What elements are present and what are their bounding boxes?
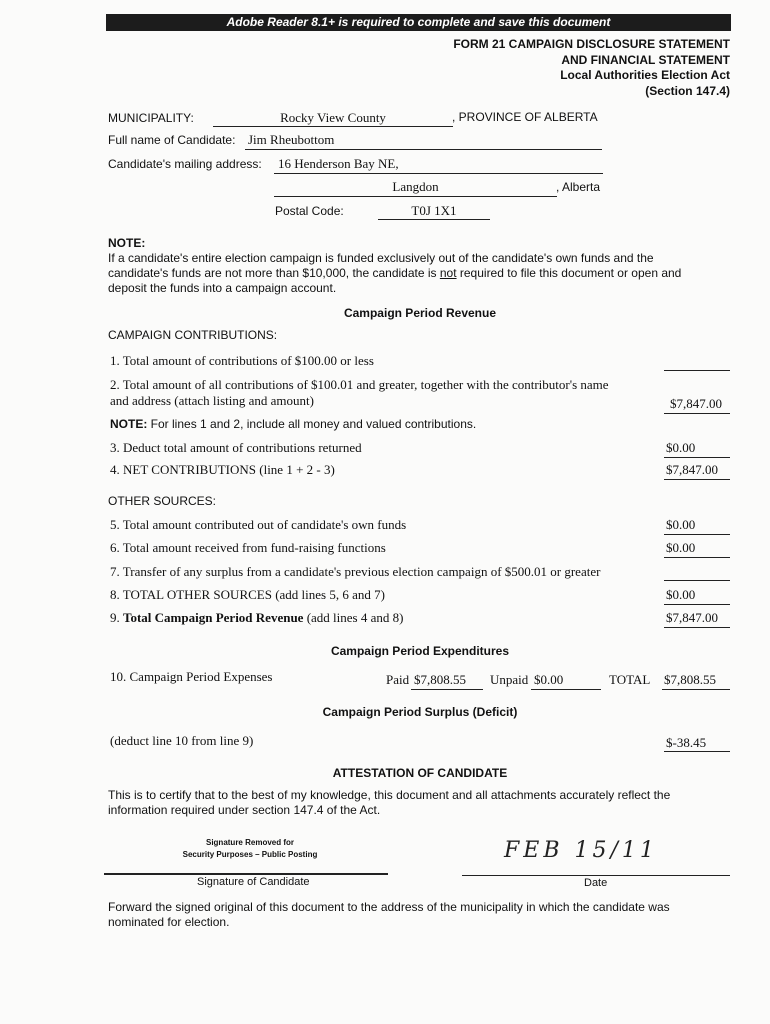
paid-value[interactable]: $7,808.55 (414, 672, 466, 687)
line-4-value[interactable]: $7,847.00 (666, 462, 718, 477)
line-4-underline (664, 479, 730, 480)
line-7-label: 7. Transfer of any surplus from a candidate's previous election campaign of $500.01 or greater (110, 564, 601, 579)
candidate-name-label: Full name of Candidate: (108, 133, 236, 147)
surplus-underline (664, 751, 730, 752)
unpaid-label: Unpaid (490, 672, 529, 687)
contributions-label: CAMPAIGN CONTRIBUTIONS: (108, 328, 278, 342)
note-line-3: deposit the funds into a campaign account. (108, 281, 337, 295)
postal-code-underline (378, 219, 490, 220)
lines-note: NOTE: For lines 1 and 2, include all money and valued contributions. (110, 417, 477, 431)
date-line (462, 875, 730, 876)
total-underline (662, 689, 730, 690)
address-value[interactable]: 16 Henderson Bay NE, (278, 156, 399, 171)
signature-removed-notice: Signature Removed for Security Purposes – Public Posting (182, 838, 318, 859)
line-1-label: 1. Total amount of contributions of $100.00 or less (110, 353, 374, 368)
line-1-underline (664, 370, 730, 371)
postal-code-label: Postal Code: (275, 204, 344, 218)
candidate-name-underline (245, 149, 602, 150)
handwritten-date[interactable]: FEB 15/11 (504, 838, 658, 863)
signature-line (104, 873, 388, 875)
line-2-underline (664, 413, 730, 414)
line-7-underline (664, 580, 730, 581)
line-8-label: 8. TOTAL OTHER SOURCES (add lines 5, 6 and 7) (110, 587, 385, 602)
line-9-label: 9. Total Campaign Period Revenue (add lines 4 and 8) (110, 610, 404, 625)
note-title: NOTE: (108, 236, 146, 250)
line-10-label: 10. Campaign Period Expenses (110, 669, 273, 684)
line-3-value[interactable]: $0.00 (666, 440, 696, 455)
line-9-underline (664, 627, 730, 628)
surplus-heading: Campaign Period Surplus (Deficit) (322, 705, 518, 719)
expenditures-heading: Campaign Period Expenditures (330, 644, 510, 658)
paid-underline (411, 689, 483, 690)
postal-code-value[interactable]: T0J 1X1 (411, 203, 457, 218)
line-6-value[interactable]: $0.00 (666, 540, 696, 555)
line-9-value[interactable]: $7,847.00 (666, 610, 718, 625)
line-8-value[interactable]: $0.00 (666, 587, 696, 602)
line-5-label: 5. Total amount contributed out of candidate's own funds (110, 517, 407, 532)
revenue-heading: Campaign Period Revenue (343, 306, 497, 320)
unpaid-value[interactable]: $0.00 (534, 672, 564, 687)
signature-label: Signature of Candidate (197, 876, 310, 888)
form-subtitle: AND FINANCIAL STATEMENT (561, 52, 730, 67)
city-underline (274, 196, 557, 197)
note-line-1: If a candidate's entire election campaign is funded exclusively out of the candidate's own funds and the (108, 251, 654, 265)
line-6-underline (664, 557, 730, 558)
city-value[interactable]: Langdon (392, 179, 439, 194)
form-act: Local Authorities Election Act (560, 68, 730, 82)
line-2-value[interactable]: $7,847.00 (670, 396, 722, 411)
total-label: TOTAL (609, 672, 651, 687)
municipality-label: MUNICIPALITY: (108, 111, 194, 125)
attestation-text: This is to certify that to the best of my knowledge, this document and all attachments accurately reflect the information required under section 147.4 of the Act. (108, 788, 671, 817)
form-header (453, 37, 730, 99)
line-5-value[interactable]: $0.00 (666, 517, 696, 532)
surplus-value[interactable]: $-38.45 (666, 735, 707, 750)
surplus-line-label: (deduct line 10 from line 9) (110, 733, 254, 748)
province-suffix: , Alberta (556, 180, 601, 194)
municipality-value[interactable]: Rocky View County (280, 110, 386, 125)
paid-label: Paid (386, 672, 410, 687)
date-label: Date (584, 877, 608, 889)
other-sources-label: OTHER SOURCES: (108, 494, 217, 508)
address-underline (274, 173, 603, 174)
line-2-label: 2. Total amount of all contributions of $100.01 and greater, together with the contributor's name and address (attach listing and amount) (110, 377, 609, 408)
line-8-underline (664, 604, 730, 605)
total-value[interactable]: $7,808.55 (664, 672, 716, 687)
attestation-heading: ATTESTATION OF CANDIDATE (332, 766, 508, 780)
form-section: (Section 147.4) (645, 83, 730, 98)
candidate-name-value[interactable]: Jim Rheubottom (248, 132, 335, 147)
note-not-emphasis: not (439, 266, 457, 280)
unpaid-underline (531, 689, 601, 690)
line-3-underline (664, 457, 730, 458)
address-label: Candidate's mailing address: (108, 157, 262, 171)
note-line-2: candidate's funds are not more than $10,000, the candidate is not required to file this document or open and (108, 266, 682, 280)
line-4-label: 4. NET CONTRIBUTIONS (line 1 + 2 - 3) (110, 462, 335, 477)
footer-instruction: Forward the signed original of this document to the address of the municipality in which the candidate was nominated for election. (108, 900, 670, 929)
form-title: FORM 21 CAMPAIGN DISCLOSURE STATEMENT (453, 37, 730, 51)
line-3-label: 3. Deduct total amount of contributions returned (110, 440, 362, 455)
province-label: , PROVINCE OF ALBERTA (452, 110, 598, 124)
municipality-underline (213, 126, 453, 127)
line-5-underline (664, 534, 730, 535)
line-6-label: 6. Total amount received from fund-raising functions (110, 540, 386, 555)
adobe-reader-banner: Adobe Reader 8.1+ is required to complete and save this document (106, 14, 731, 31)
note-body (108, 251, 738, 296)
